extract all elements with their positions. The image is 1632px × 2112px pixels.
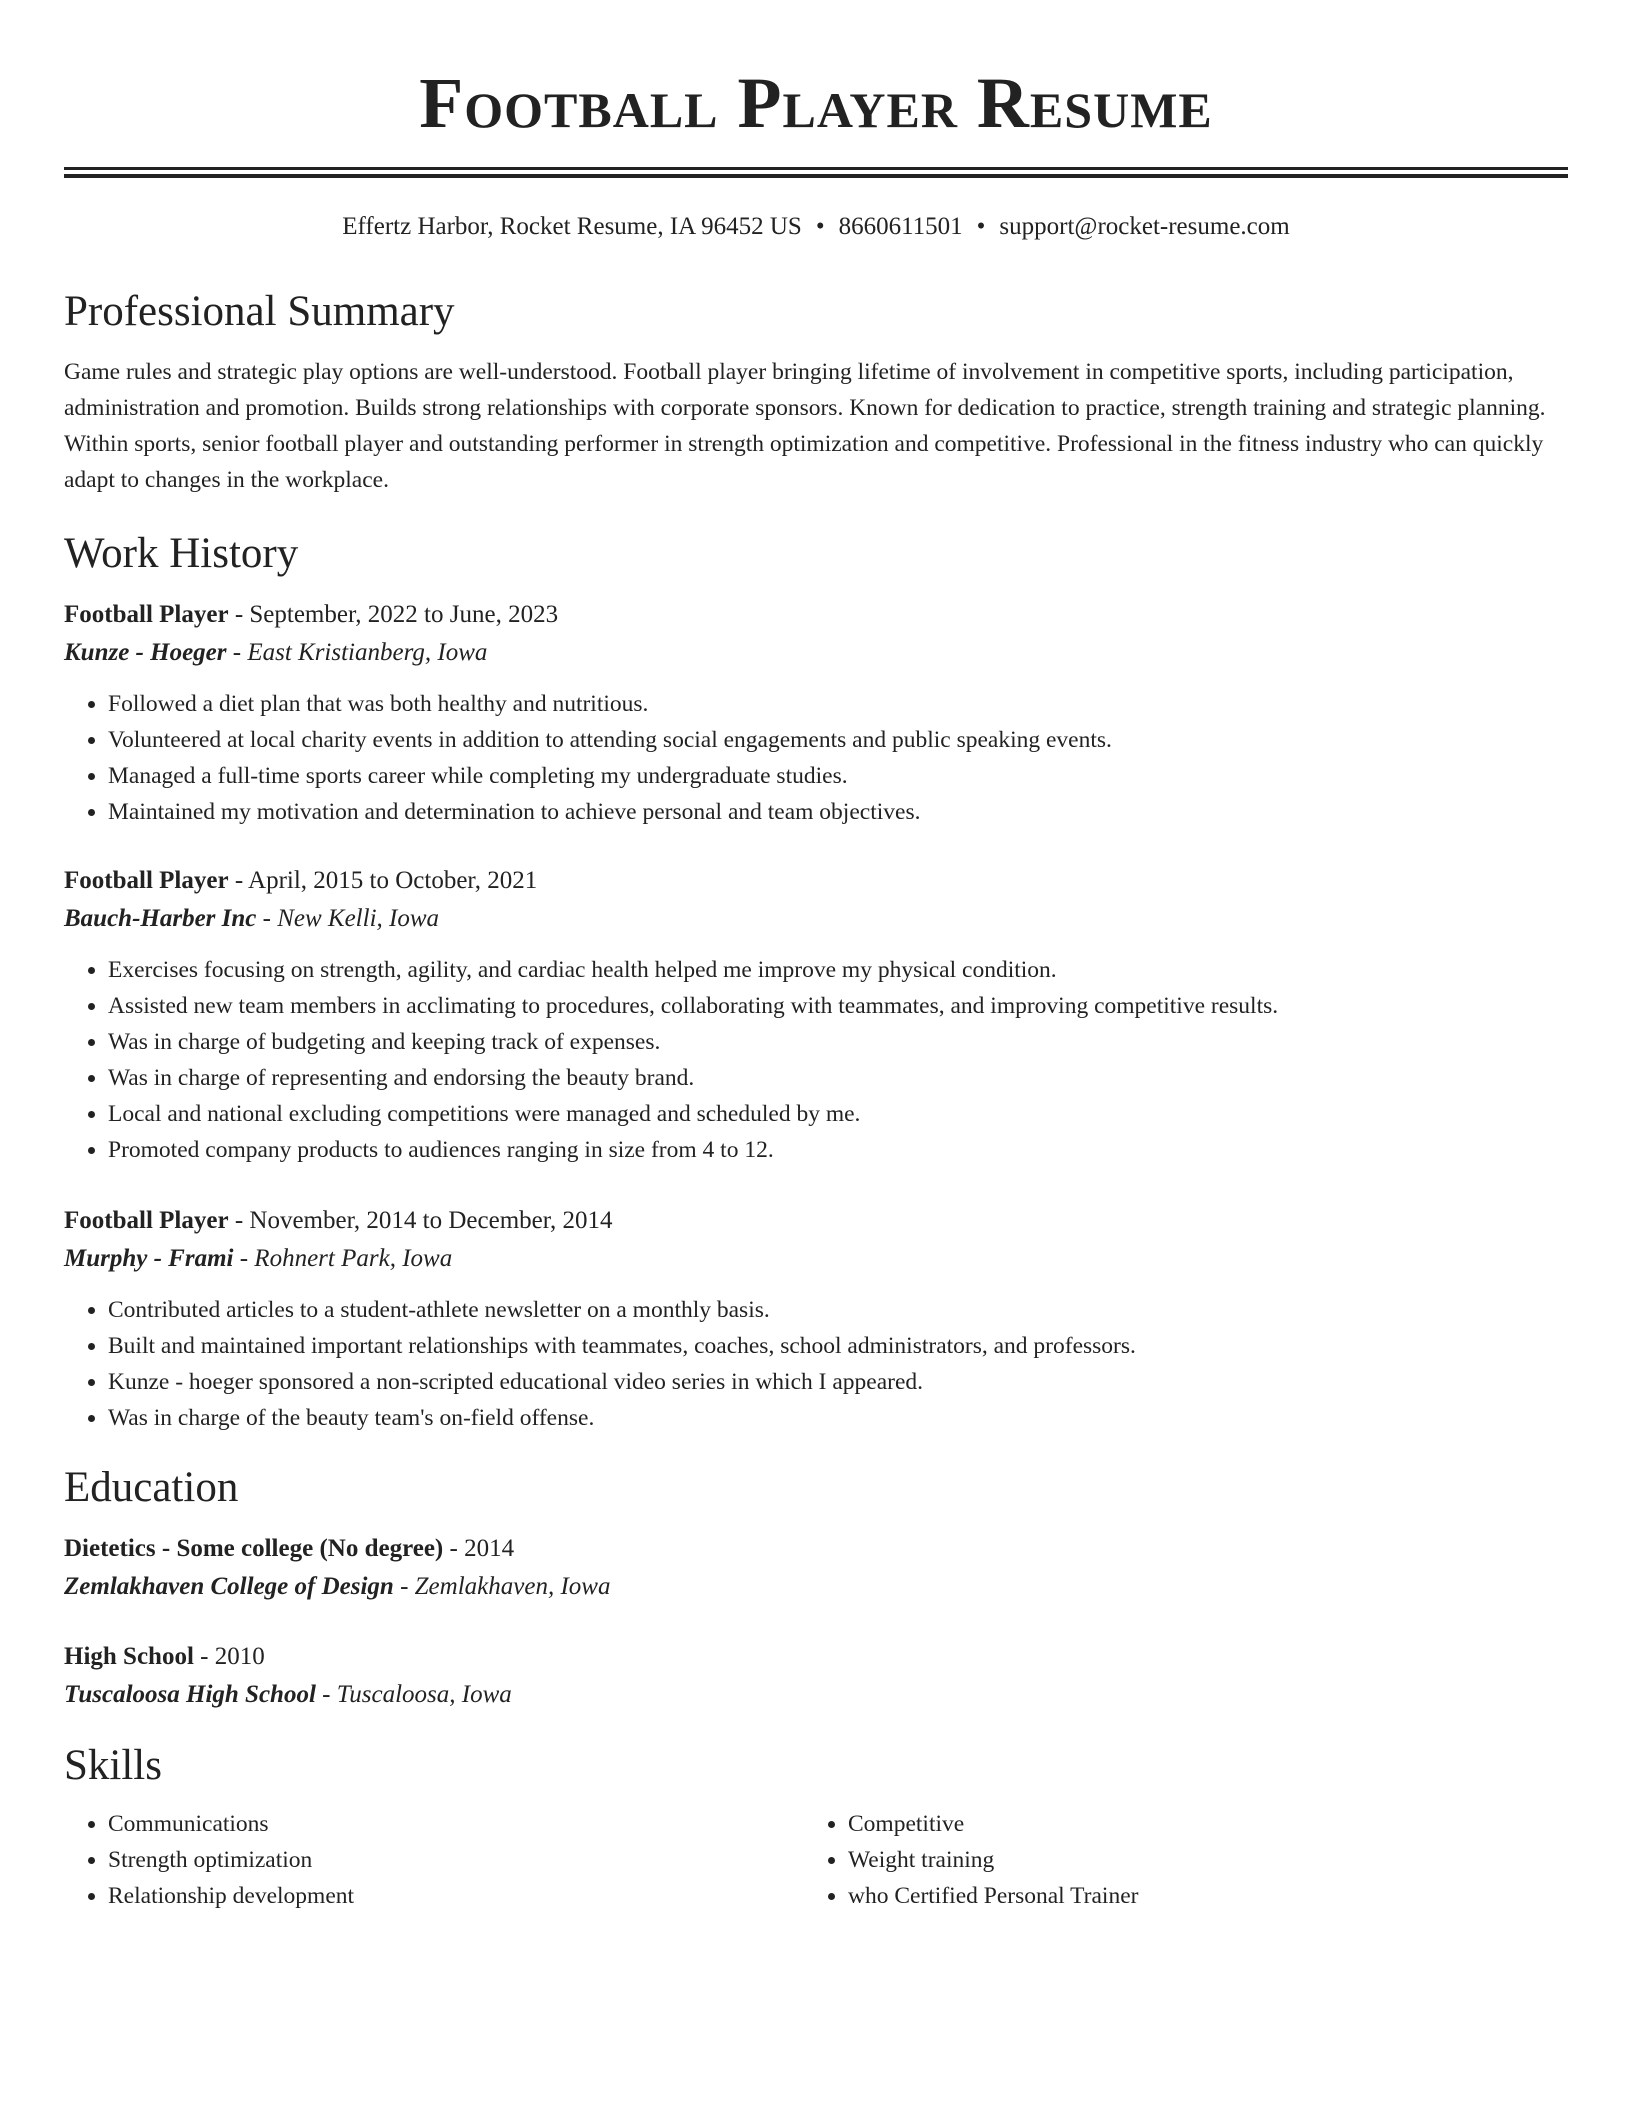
job-role: Football Player xyxy=(64,867,229,894)
education-heading: Education xyxy=(64,1464,239,1511)
work-history-heading: Work History xyxy=(64,530,299,577)
title-divider xyxy=(64,167,1568,178)
job-employer xyxy=(64,634,1568,672)
list-item: • Was in charge of representing and endorsing the beauty brand. xyxy=(108,1060,1568,1096)
job-employer xyxy=(64,900,1568,938)
contact-separator: • xyxy=(815,213,825,240)
job-header xyxy=(64,1202,1568,1240)
job-bullets xyxy=(64,1292,1568,1436)
education-location: - Zemlakhaven, Iowa xyxy=(393,1573,611,1600)
list-item: • Exercises focusing on strength, agility, and cardiac health helped me improve my physical condition. xyxy=(108,952,1568,988)
job-bullets xyxy=(64,952,1568,1168)
contact-email: support@rocket-resume.com xyxy=(999,213,1290,240)
list-item: • Contributed articles to a student-athlete newsletter on a monthly basis. xyxy=(108,1292,1568,1328)
skills-column-right xyxy=(804,1806,1568,1914)
skills-grid xyxy=(64,1806,1568,1914)
job-entry xyxy=(64,1202,1568,1436)
list-item: • Followed a diet plan that was both healthy and nutritious. xyxy=(108,686,1568,722)
job-role: Football Player xyxy=(64,601,229,628)
list-item: • Promoted company products to audiences ranging in size from 4 to 12. xyxy=(108,1132,1568,1168)
job-employer xyxy=(64,1240,1568,1278)
skill-item: • Strength optimization xyxy=(108,1842,804,1878)
list-item: • Kunze - hoeger sponsored a non-scripted educational video series in which I appeared. xyxy=(108,1364,1568,1400)
education-school: Tuscaloosa High School xyxy=(64,1681,316,1708)
education-degree: High School xyxy=(64,1643,194,1670)
education-location: - Tuscaloosa, Iowa xyxy=(315,1681,512,1708)
contact-address: Effertz Harbor, Rocket Resume, IA 96452 US xyxy=(342,213,802,240)
skills-column-left xyxy=(64,1806,804,1914)
summary-text: Game rules and strategic play options are well-understood. Football player bringing lifetime of involvement in competitive sports, including participation, administration and promotion. Builds strong relationships with corporate sponsors. Known for dedication to practice, strength training and strategic planning. Within sports, senior football player and outstanding performer in strength optimization and competitive. Professional in the fitness industry who can quickly adapt to changes in the workplace. xyxy=(64,359,1546,493)
job-header xyxy=(64,862,1568,900)
job-location: - New Kelli, Iowa xyxy=(256,905,440,932)
job-entry xyxy=(64,862,1568,1168)
job-dates: - November, 2014 to December, 2014 xyxy=(228,1207,613,1234)
list-item: • Built and maintained important relationships with teammates, coaches, school administrators, and professors. xyxy=(108,1328,1568,1364)
job-company: Kunze - Hoeger xyxy=(64,639,227,666)
list-item: • Maintained my motivation and determination to achieve personal and team objectives. xyxy=(108,794,1568,830)
education-year: - 2014 xyxy=(443,1535,515,1562)
list-item: • Volunteered at local charity events in addition to attending social engagements and public speaking events. xyxy=(108,722,1568,758)
list-item: • Was in charge of budgeting and keeping track of expenses. xyxy=(108,1024,1568,1060)
skill-item: • Weight training xyxy=(848,1842,1568,1878)
education-entry xyxy=(64,1638,1568,1714)
job-role: Football Player xyxy=(64,1207,229,1234)
education-degree: Dietetics - Some college (No degree) xyxy=(64,1535,444,1562)
contact-line xyxy=(64,212,1568,242)
skill-item: • Relationship development xyxy=(108,1878,804,1914)
job-location: - Rohnert Park, Iowa xyxy=(233,1245,453,1272)
list-item: • Assisted new team members in acclimating to procedures, collaborating with teammates, and improving competitive results. xyxy=(108,988,1568,1024)
job-company: Murphy - Frami xyxy=(64,1245,234,1272)
skill-item: • Communications xyxy=(108,1806,804,1842)
skills-heading: Skills xyxy=(64,1742,162,1789)
job-dates: - April, 2015 to October, 2021 xyxy=(228,867,538,894)
list-item: • Was in charge of the beauty team's on-field offense. xyxy=(108,1400,1568,1436)
job-location: - East Kristianberg, Iowa xyxy=(226,639,488,666)
education-header xyxy=(64,1638,1568,1676)
job-entry xyxy=(64,596,1568,830)
skill-item: • who Certified Personal Trainer xyxy=(848,1878,1568,1914)
education-institution xyxy=(64,1676,1568,1714)
summary-heading: Professional Summary xyxy=(64,288,455,335)
education-entry xyxy=(64,1530,1568,1606)
job-bullets xyxy=(64,686,1568,830)
contact-phone: 8660611501 xyxy=(838,213,963,240)
job-dates: - September, 2022 to June, 2023 xyxy=(228,601,559,628)
skill-item: • Competitive xyxy=(848,1806,1568,1842)
education-header xyxy=(64,1530,1568,1568)
education-institution xyxy=(64,1568,1568,1606)
page-title: Football Player Resume xyxy=(419,63,1213,143)
contact-separator: • xyxy=(976,213,986,240)
job-company: Bauch-Harber Inc xyxy=(64,905,257,932)
job-header xyxy=(64,596,1568,634)
list-item: • Managed a full-time sports career while completing my undergraduate studies. xyxy=(108,758,1568,794)
education-school: Zemlakhaven College of Design xyxy=(64,1573,394,1600)
list-item: • Local and national excluding competitions were managed and scheduled by me. xyxy=(108,1096,1568,1132)
education-year: - 2010 xyxy=(193,1643,265,1670)
